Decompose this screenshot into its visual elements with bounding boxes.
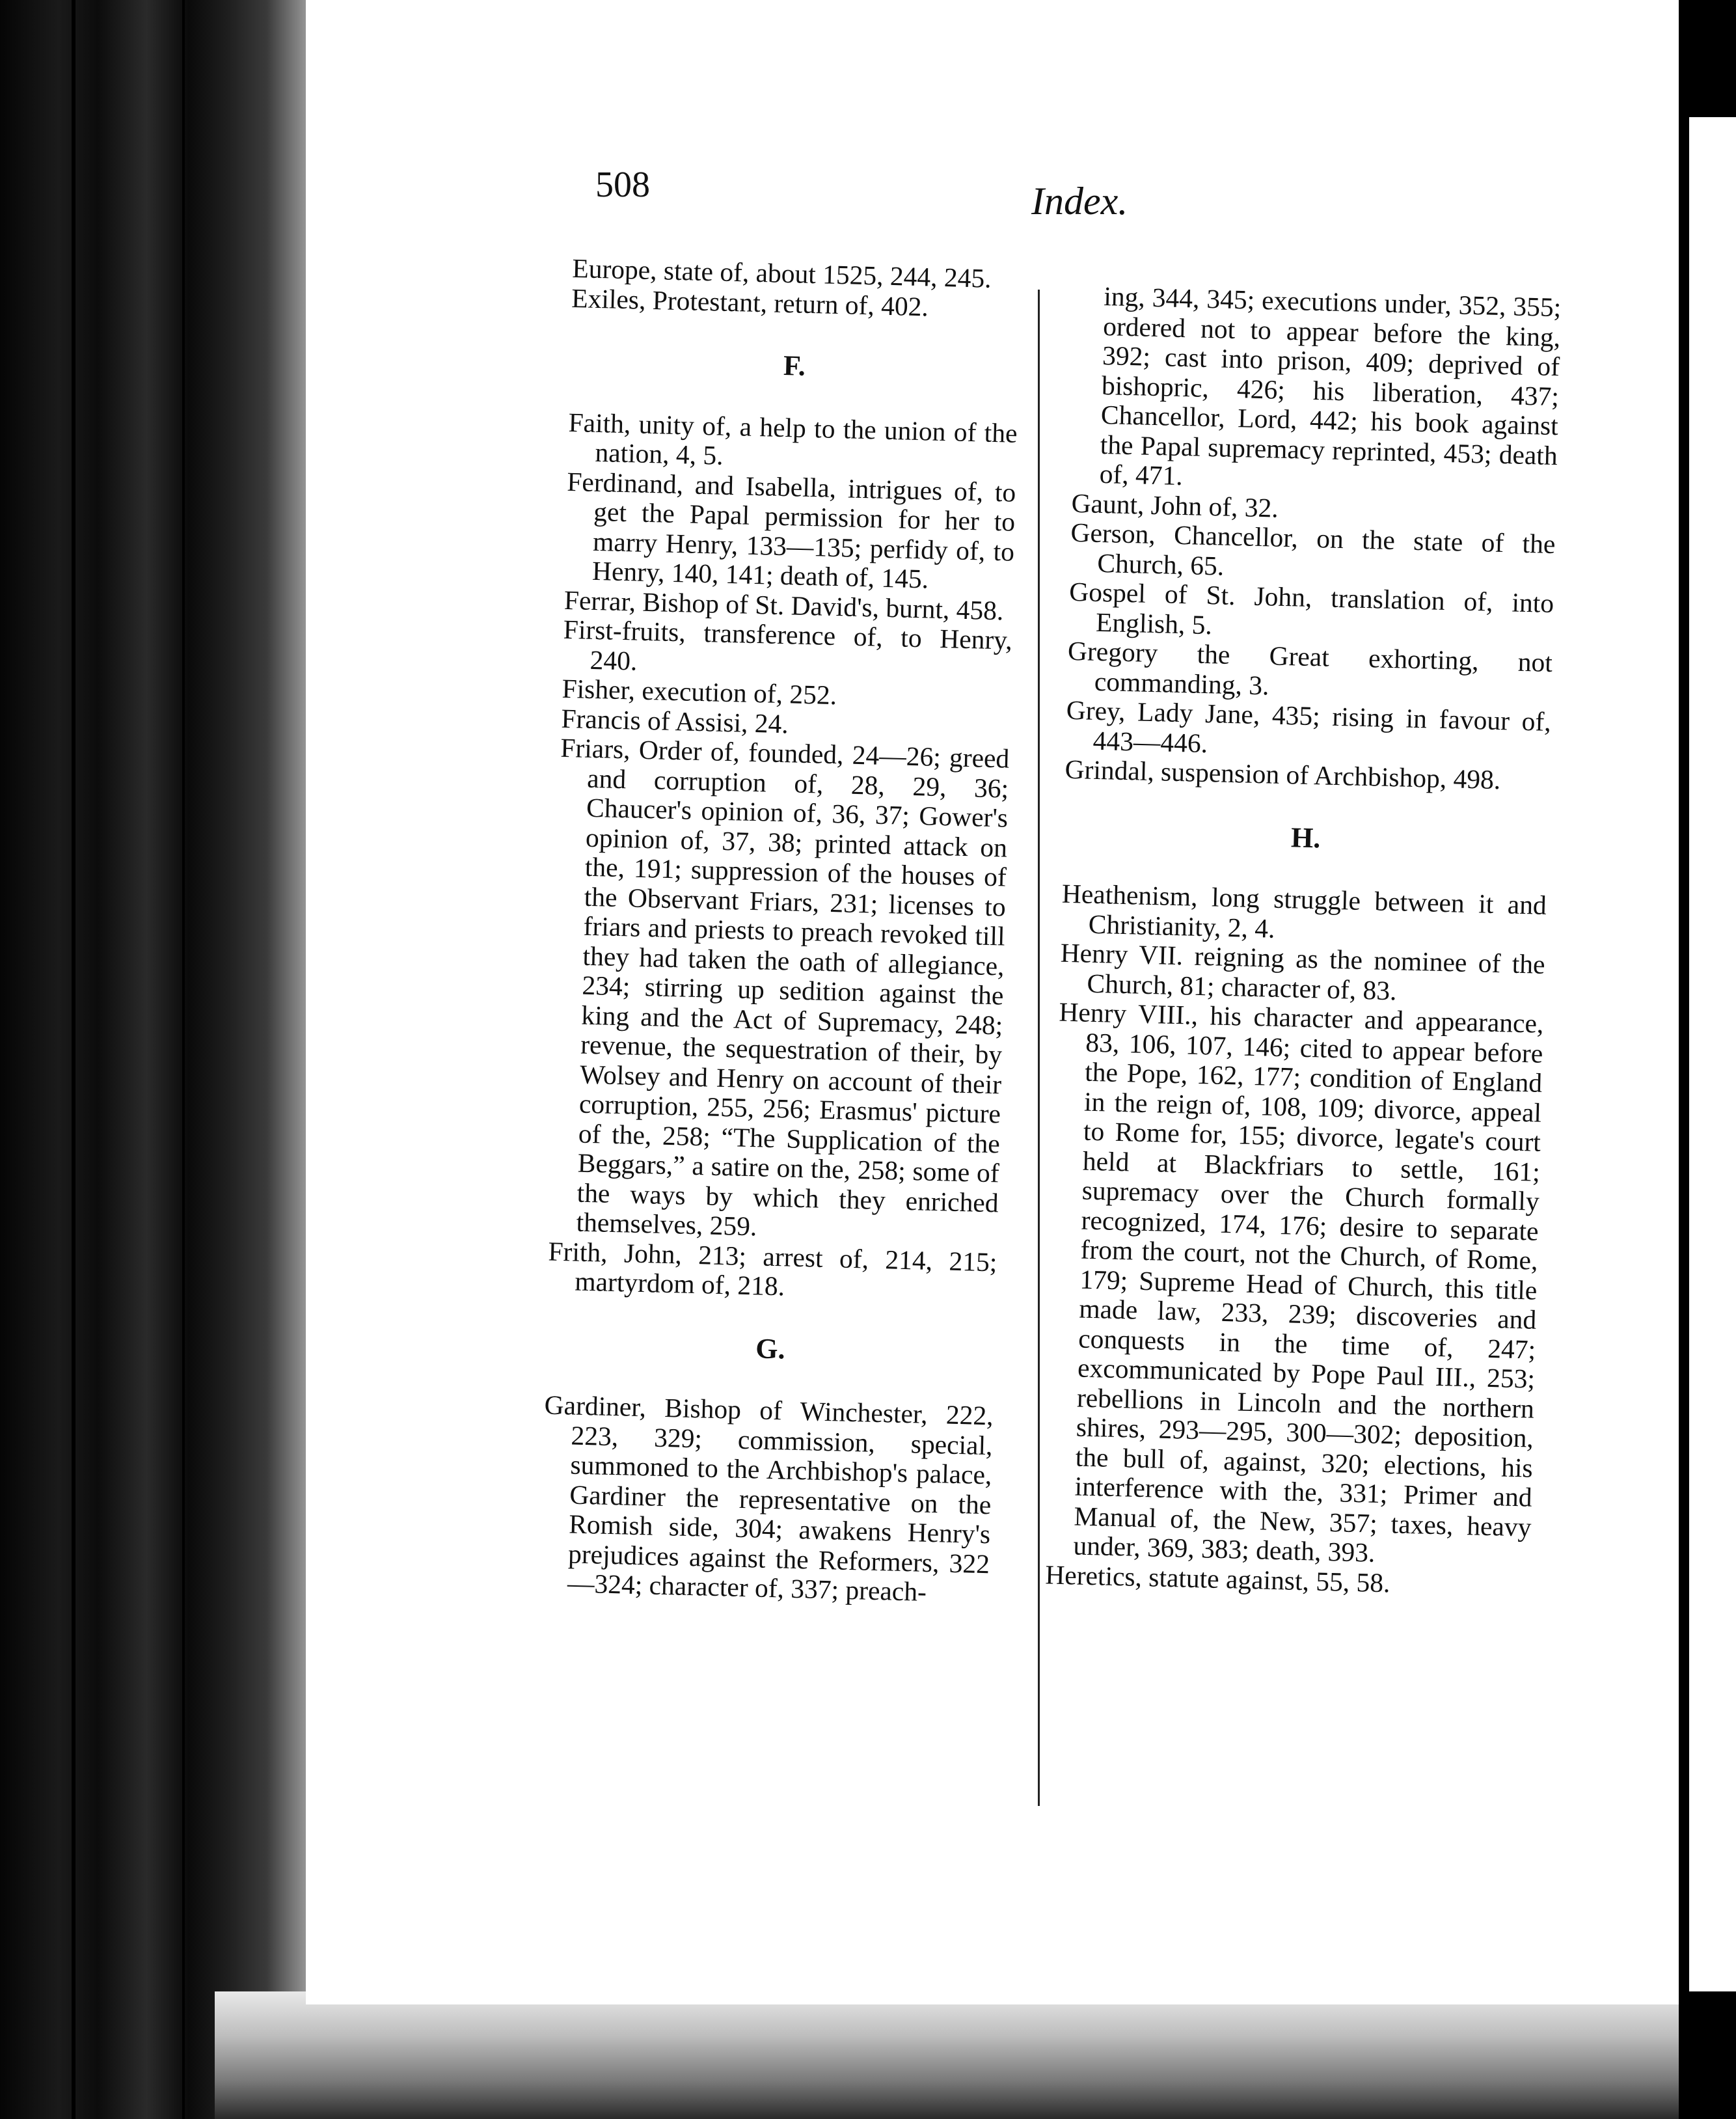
index-entry: Friars, Order of, founded, 24—26; greed and corruption of, 28, 29, 36; Chaucer's opinion of, 36, 37; Gower's opinion of, 37, 38; printed attack on the, 191; suppression of the houses of the Observant Friars, 231; licenses to friars and priests to preach revoked till they had taken the oath of allegiance, 234; stirring up sedition against the king and the Act of Supremacy, 248; revenue, the sequestration of their, by Wolsey and Henry on account of their corruption, 255, 256; Erasmus' picture of the, 258; “The Supplication of the Beggars,” a satire on the, 258; some of the ways by which they enriched themselves, 259. (560, 732, 1010, 1242)
index-entry: Europe, state of, about 1525, 244, 245. (571, 253, 992, 294)
index-entry: Grindal, suspension of Archbishop, 498. (1065, 754, 1501, 795)
index-entry: Heathenism, long struggle between it and Christianity, 2, 4. (1061, 878, 1547, 944)
page-number: 508 (595, 165, 650, 205)
index-column-right (1045, 281, 1562, 1602)
index-entry: Gaunt, John of, 32. (1071, 487, 1279, 523)
index-column-left (540, 254, 1022, 1609)
section-letter-g: G. (755, 1332, 786, 1365)
index-entry-continuation: ing, 344, 345; executions under, 352, 355; ordered not to appear before the king, 392; cast into prison, 409; deprived of bishopric, 426; his liberation, 437; Chancellor, Lord, 442; his book against the Papal supremacy reprinted, 453; death of, 471. (1099, 281, 1562, 491)
book-spine (0, 0, 325, 2119)
index-entry: Henry VIII., his character and appearance, 83, 106, 107, 146; cited to appear before the Pope, 162, 177; condition of England in the reign of, 108, 109; divorce, appeal to Rome for, 155; divorce, legate's court held at Blackfriars to settle, 161; supremacy over the Church formally recognized, 174, 176; desire to separate from the court, not the Church, of Rome, 179; Supreme Head of Church, this title made law, 233, 239; discoveries and conquests in the time of, 247; excommunicated by Pope Paul III., 253; rebellions in Lincoln and the northern shires, 293—295, 300—302; deposition, the bull of, against, 320; elections, his interference with the, 331; Primer and Manual of, the New, 357; taxes, heavy under, 369, 383; death, 393. (1059, 996, 1544, 1568)
section-letter-f: F. (783, 349, 806, 382)
spine-shadow-line (72, 0, 75, 2119)
index-entry: Gregory the Great exhorting, not commanding, 3. (1067, 635, 1553, 700)
section-letter-h: H. (1290, 821, 1321, 854)
index-entry: Grey, Lady Jane, 435; rising in favour of, 443—446. (1066, 694, 1552, 758)
running-head: Index. (1031, 180, 1128, 223)
index-entry: Heretics, statute against, 55, 58. (1044, 1559, 1390, 1598)
page-bottom-edge (215, 1991, 1679, 2119)
index-entry: Frith, John, 213; arrest of, 214, 215; martyrdom of, 218. (547, 1236, 997, 1302)
index-entry: Exiles, Protestant, return of, 402. (571, 282, 929, 321)
index-entry: Gardiner, Bishop of Winchester, 222, 223, 329; commission, special, summoned to the Archbishop's palace, Gardiner the representative on the Romish side, 304; awakens Henry's prejudices against the Reformers, 322—324; character of, 337; preach- (544, 1389, 994, 1607)
index-entry: First-fruits, transference of, to Henry, 240. (563, 614, 1013, 676)
index-entry: Faith, unity of, a help to the union of the nation, 4, 5. (568, 407, 1018, 471)
index-entry: Francis of Assisi, 24. (561, 703, 789, 739)
column-divider (1038, 290, 1040, 1806)
index-entry: Ferdinand, and Isabella, intrigues of, to get the Papal permission for her to marry Henry, 133—135; perfidy of, to Henry, 140, 141; death of, 145. (566, 466, 1016, 594)
next-page-sliver (1689, 117, 1736, 1991)
spine-shadow-line (182, 0, 185, 2119)
index-entry: Gerson, Chancellor, on the state of the Church, 65. (1070, 517, 1556, 581)
index-entry: Henry VII. reigning as the nominee of the Church, 81; character of, 83. (1060, 937, 1546, 1005)
index-entry: Ferrar, Bishop of St. David's, burnt, 458. (563, 584, 1004, 625)
index-entry: Gospel of St. John, translation of, into English, 5. (1068, 576, 1554, 640)
index-entry: Fisher, execution of, 252. (562, 673, 837, 711)
